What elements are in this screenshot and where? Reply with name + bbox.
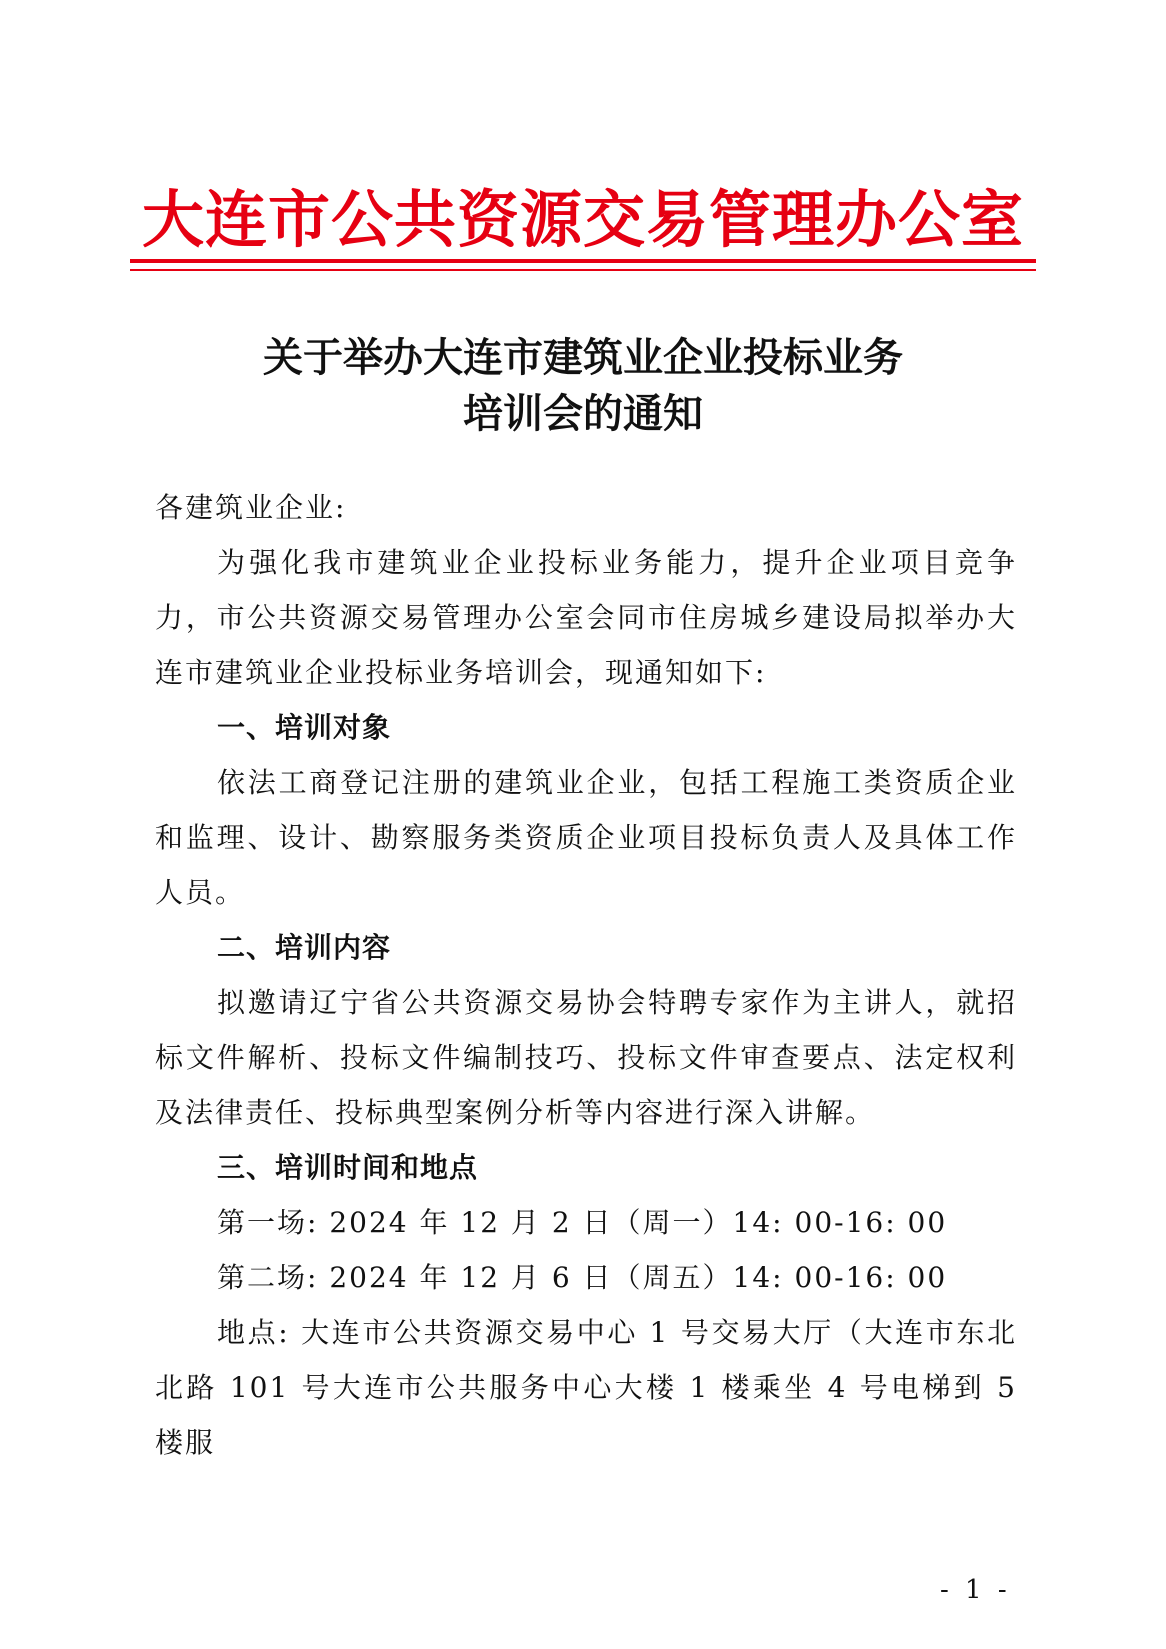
section-heading-1: 一、培训对象 [217,711,392,744]
document-title-line-1: 关于举办大连市建筑业企业投标业务 [263,334,903,381]
document-title-line-2: 培训会的通知 [463,390,703,437]
issuing-organization-header: 大连市公共资源交易管理办公室 [141,183,1024,256]
salutation: 各建筑业企业: [155,491,347,524]
section-text-1: 依法工商登记注册的建筑业企业，包括工程施工类资质企业和监理、设计、勘察服务类资质企业项目投标负责人及具体工作人员。 [155,766,1017,909]
intro-paragraph: 为强化我市建筑业企业投标业务能力，提升企业项目竞争力，市公共资源交易管理办公室会同市住房城乡建设局拟举办大连市建筑业企业投标业务培训会，现通知如下: [155,546,1017,689]
session-1-time: 第一场: 2024 年 12 月 2 日（周一）14: 00-16: 00 [217,1206,948,1239]
section-heading-3: 三、培训时间和地点 [217,1151,479,1184]
red-header-rule-thin [130,269,1036,271]
section-text-2: 拟邀请辽宁省公共资源交易协会特聘专家作为主讲人，就招标文件解析、投标文件编制技巧、投标文件审查要点、法定权利及法律责任、投标典型案例分析等内容进行深入讲解。 [155,986,1017,1129]
section-heading-2: 二、培训内容 [217,931,392,964]
page-number: - 1 - [940,1575,1011,1605]
session-2-time: 第二场: 2024 年 12 月 6 日（周五）14: 00-16: 00 [217,1261,948,1294]
training-location: 地点: 大连市公共资源交易中心 1 号交易大厅（大连市东北北路 101 号大连市公共服务中心大楼 1 楼乘坐 4 号电梯到 5 楼服 [155,1316,1017,1459]
red-header-rule-thick [130,259,1036,263]
document-title [130,330,1036,442]
